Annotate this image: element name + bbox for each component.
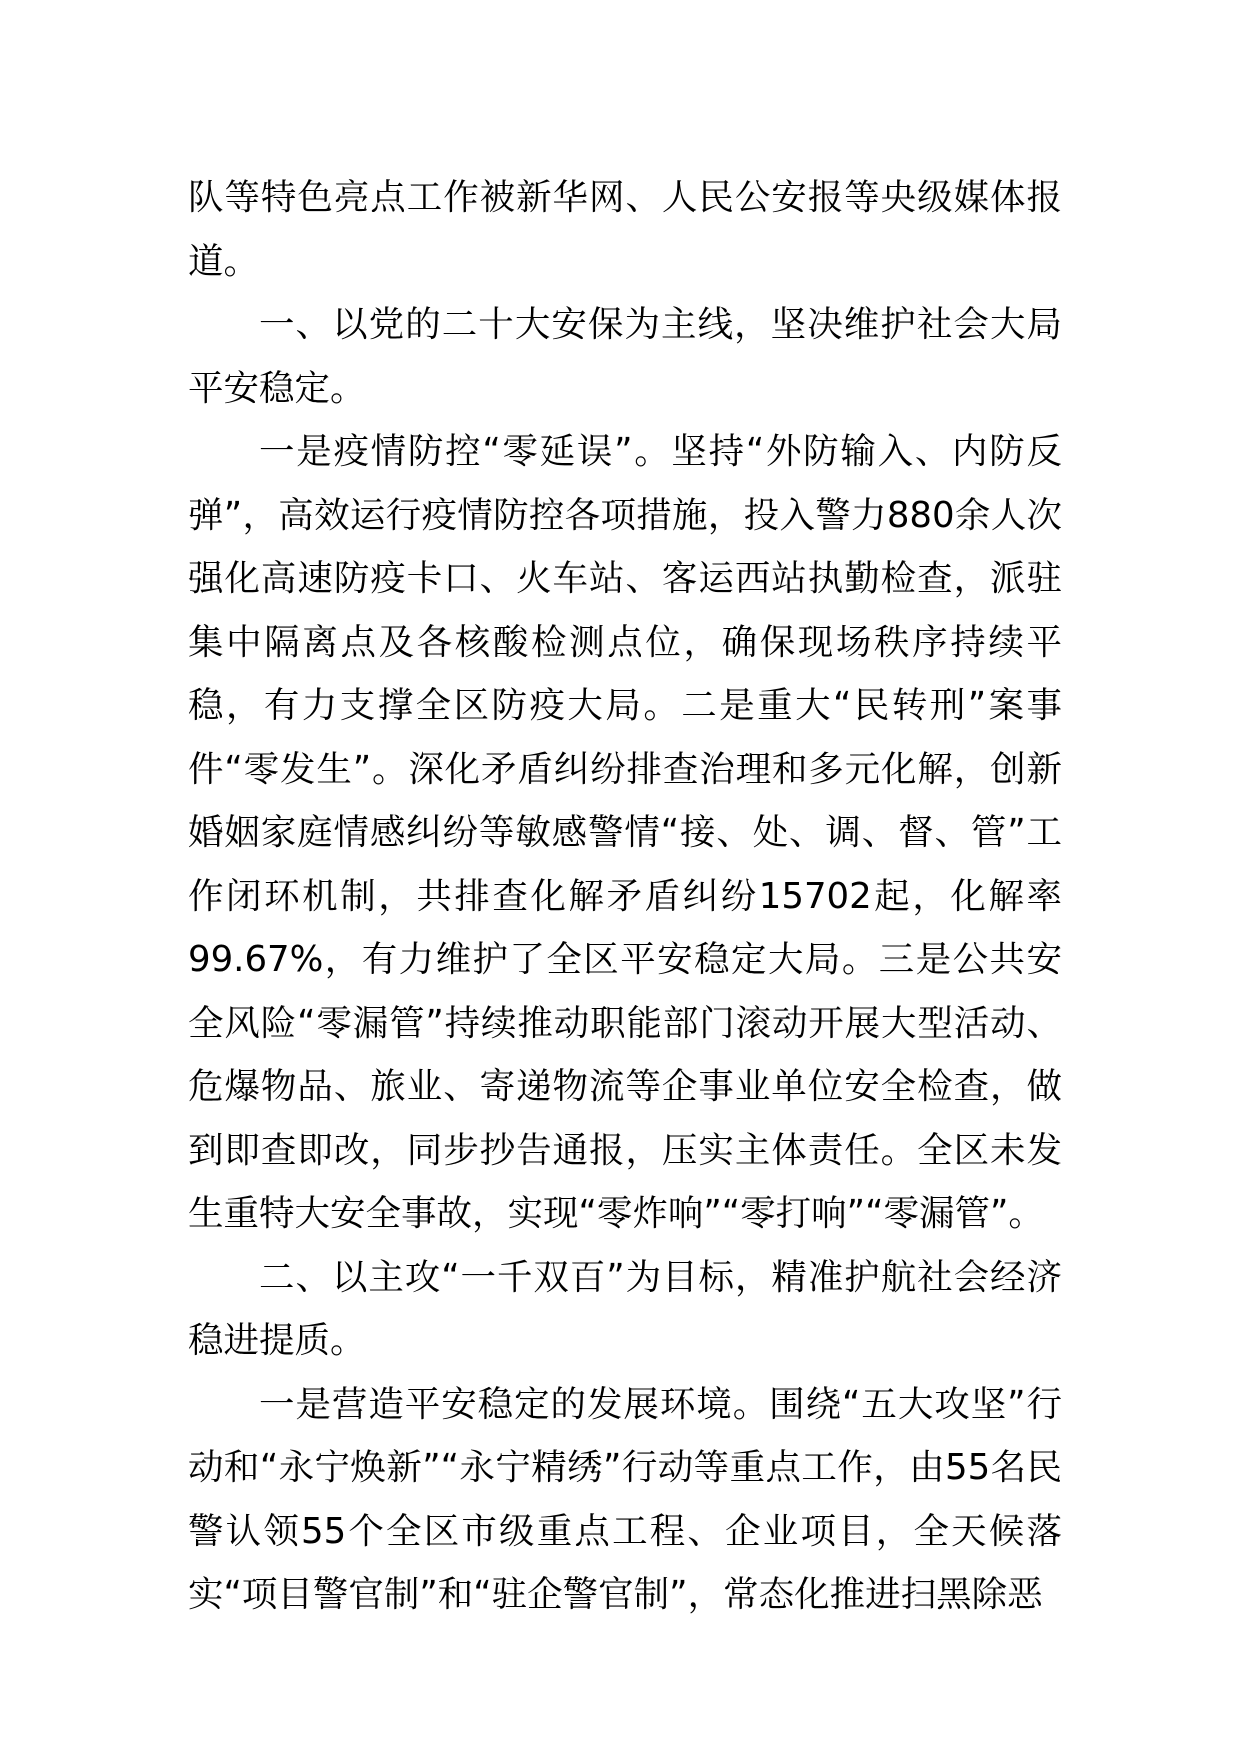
paragraph-epidemic-and-safety: 一是疫情防控“零延误”。坚持“外防输入、内防反弹”，高效运行疫情防控各项措施，投入警力880余人次强化高速防疫卡口、火车站、客运西站执勤检查，派驻集中隔离点及各核酸检测点位，确保现场秩序持续平稳，有力支撑全区防疫大局。二是重大“民转刑”案事件“零发生”。深化矛盾纠纷排查治理和多元化解，创新婚姻家庭情感纠纷等敏感警情“接、处、调、督、管”工作闭环机制，共排查化解矛盾纠纷15702起，化解率99.67%，有力维护了全区平安稳定大局。三是公共安全风险“零漏管”持续推动职能部门滚动开展大型活动、危爆物品、旅业、寄递物流等企事业单位安全检查，做到即查即改，同步抄告通报，压实主体责任。全区未发生重特大安全事故，实现“零炸响”“零打响”“零漏管”。 bbox=[188, 431, 1062, 1234]
section-heading-2: 二、以主攻“一千双百”为目标，精准护航社会经济稳进提质。 bbox=[188, 1256, 1062, 1361]
paragraph-development-environment: 一是营造平安稳定的发展环境。围绕“五大攻坚”行动和“永宁焕新”“永宁精绣”行动等重点工作，由55名民警认领55个全区市级重点工程、企业项目，全天候落实“项目警官制”和“驻企警官制”，常态化推进扫黑除恶 bbox=[188, 1383, 1062, 1615]
section-heading-1: 一、以党的二十大安保为主线，坚决维护社会大局平安稳定。 bbox=[188, 304, 1062, 409]
paragraph-continuation: 队等特色亮点工作被新华网、人民公安报等央级媒体报道。 bbox=[188, 177, 1062, 282]
document-body bbox=[188, 166, 1062, 1627]
